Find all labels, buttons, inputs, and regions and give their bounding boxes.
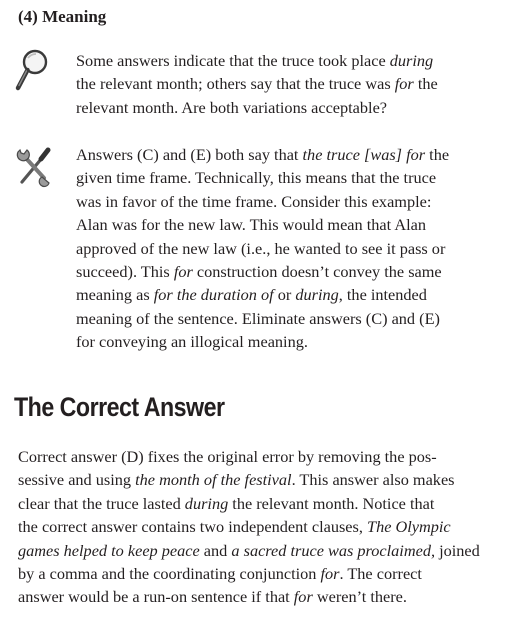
italic-text: during — [184, 493, 229, 513]
text-run: or — [273, 285, 296, 305]
text-run: the — [425, 145, 450, 164]
text-line — [76, 237, 496, 260]
text-run: . This answer also makes — [291, 470, 455, 490]
text-run: approved of the new law (i.e., he wanted to see it pass or — [76, 238, 446, 258]
text-line — [76, 260, 496, 283]
text-run: joined — [435, 540, 480, 560]
italic-text: for — [293, 587, 313, 607]
section-heading: The Correct Answer — [14, 392, 225, 422]
text-line — [76, 213, 496, 236]
text-run: the — [413, 74, 438, 94]
section-label: (4) Meaning — [18, 7, 107, 26]
text-run: construction doesn’t convey the same — [192, 262, 442, 282]
text-run: the correct answer contains two independent clauses, — [18, 517, 368, 537]
italic-text: during — [389, 51, 434, 70]
italic-text: for the duration of — [153, 285, 274, 305]
text-run: the relevant month; others say that the truce was — [76, 74, 395, 94]
text-run: weren’t there. — [312, 587, 407, 607]
text-run: succeed). This — [76, 262, 174, 282]
text-run: , the intended — [338, 285, 427, 305]
text-run: answer would be a run-on sentence if that — [18, 587, 294, 607]
text-run: Answers (C) and (E) both say that — [76, 145, 303, 164]
italic-text: the truce [was] for — [302, 145, 426, 164]
text-line — [18, 539, 498, 562]
text-run: clear that the truce lasted — [18, 493, 185, 513]
magnifying-glass-icon — [14, 48, 50, 94]
text-line — [18, 445, 498, 468]
text-run: by a comma and the coordinating conjunction — [18, 564, 321, 584]
text-run: given time frame. Technically, this means that the truce — [76, 168, 437, 188]
text-line — [76, 72, 496, 95]
italic-text: for — [320, 564, 340, 584]
italic-text: during — [295, 285, 339, 305]
text-run: the relevant month. Notice that — [228, 493, 435, 513]
text-line — [18, 585, 498, 608]
italic-text: the month of the festival — [135, 470, 292, 490]
text-line — [76, 330, 496, 353]
correct-answer-paragraph — [18, 445, 498, 609]
text-line — [18, 562, 498, 585]
text-line — [76, 49, 496, 72]
wrench-screwdriver-icon — [14, 146, 54, 188]
text-run: was in favor of the time frame. Consider this example: — [76, 191, 432, 211]
text-run: Some answers indicate that the truce took place — [76, 51, 390, 70]
text-run: meaning of the sentence. Eliminate answers (C) and (E) — [76, 308, 440, 328]
text-line — [18, 468, 498, 491]
text-line — [76, 283, 496, 306]
text-line — [18, 492, 498, 515]
text-run: Correct answer (D) fixes the original error by removing the pos- — [18, 447, 437, 466]
text-line — [18, 515, 498, 538]
text-run: Alan was for the new law. This would mean that Alan — [76, 215, 426, 235]
italic-text: for — [394, 74, 414, 94]
text-run: relevant month. Are both variations acceptable? — [76, 97, 388, 117]
text-line — [76, 307, 496, 330]
answer-explanation-paragraph — [76, 143, 496, 354]
text-run: sessive and using — [18, 470, 136, 490]
italic-text: for — [173, 262, 193, 282]
text-run: . The correct — [339, 564, 422, 584]
question-paragraph — [76, 49, 496, 119]
text-run: for conveying an illogical meaning. — [76, 332, 308, 352]
italic-text: The Olympic — [367, 517, 451, 537]
text-line — [76, 166, 496, 189]
text-line — [76, 190, 496, 213]
text-run: and — [199, 540, 232, 560]
text-line — [76, 143, 496, 166]
italic-text: a sacred truce was proclaimed, — [231, 540, 436, 560]
text-line — [76, 96, 496, 119]
italic-text: games helped to keep peace — [18, 540, 200, 560]
text-run: meaning as — [76, 285, 154, 305]
